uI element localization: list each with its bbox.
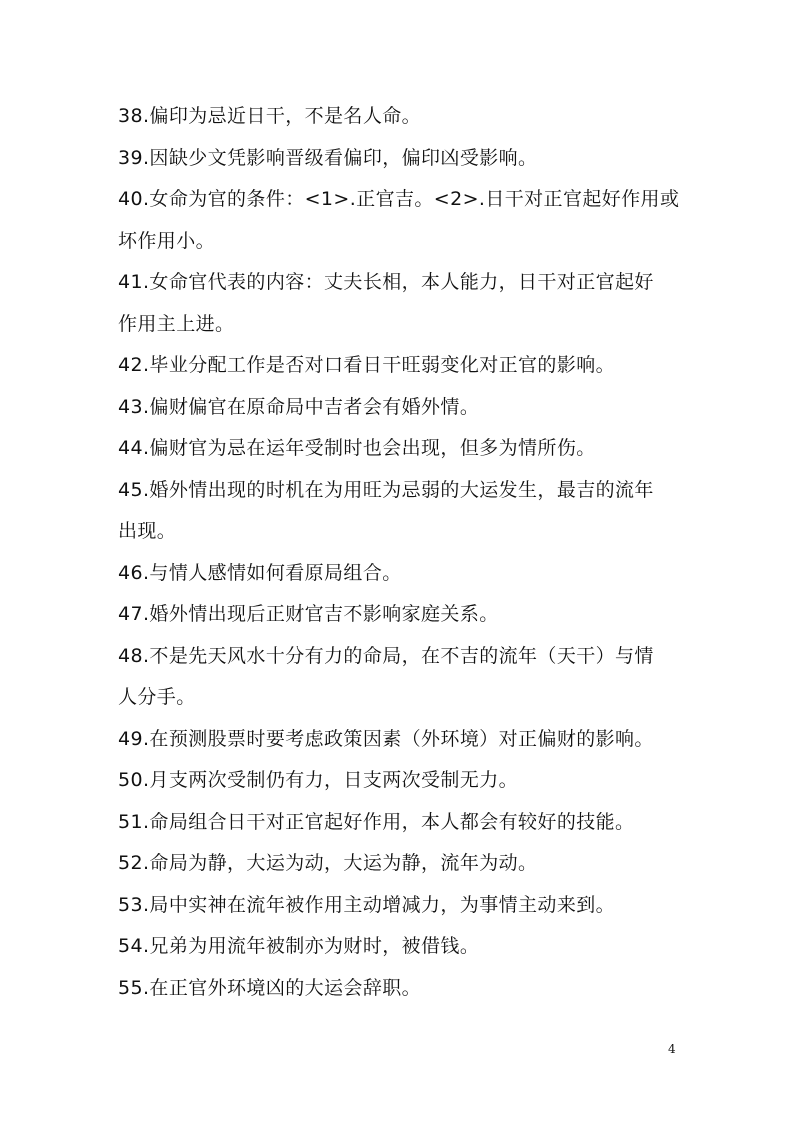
text-line: 坏作用小。 <box>118 230 216 252</box>
text-line: 48.不是先天风水十分有力的命局，在不吉的流年（天干）与情 <box>118 645 654 667</box>
text-line: 46.与情人感情如何看原局组合。 <box>118 562 402 584</box>
text-line: 53.局中实神在流年被作用主动增减力，为事情主动来到。 <box>118 894 616 916</box>
text-line: 47.婚外情出现后正财官吉不影响家庭关系。 <box>118 603 499 625</box>
text-line: 52.命局为静，大运为动，大运为静，流年为动。 <box>118 852 538 874</box>
text-line: 42.毕业分配工作是否对口看日干旺弱变化对正官的影响。 <box>118 354 616 376</box>
text-line: 51.命局组合日干对正官起好作用，本人都会有较好的技能。 <box>118 811 635 833</box>
text-line: 44.偏财官为忌在运年受制时也会出现，但多为情所伤。 <box>118 437 596 459</box>
text-line: 作用主上进。 <box>118 313 235 335</box>
text-line: 40.女命为官的条件：<1>.正官吉。<2>.日干对正官起好作用或 <box>118 188 680 210</box>
text-line: 39.因缺少文凭影响晋级看偏印，偏印凶受影响。 <box>118 147 538 169</box>
text-line: 54.兄弟为用流年被制亦为财时，被借钱。 <box>118 935 480 957</box>
text-line: 人分手。 <box>118 686 196 708</box>
text-line: 45.婚外情出现的时机在为用旺为忌弱的大运发生，最吉的流年 <box>118 479 654 501</box>
text-line: 55.在正官外环境凶的大运会辞职。 <box>118 977 422 999</box>
text-line: 38.偏印为忌近日干，不是名人命。 <box>118 105 422 127</box>
text-line: 43.偏财偏官在原命局中吉者会有婚外情。 <box>118 396 480 418</box>
page-number: 4 <box>668 1042 676 1056</box>
text-line: 49.在预测股票时要考虑政策因素（外环境）对正偏财的影响。 <box>118 728 654 750</box>
text-line: 41.女命官代表的内容：丈夫长相，本人能力，日干对正官起好 <box>118 271 654 293</box>
text-line: 出现。 <box>118 520 177 542</box>
text-line: 50.月支两次受制仍有力，日支两次受制无力。 <box>118 769 519 791</box>
